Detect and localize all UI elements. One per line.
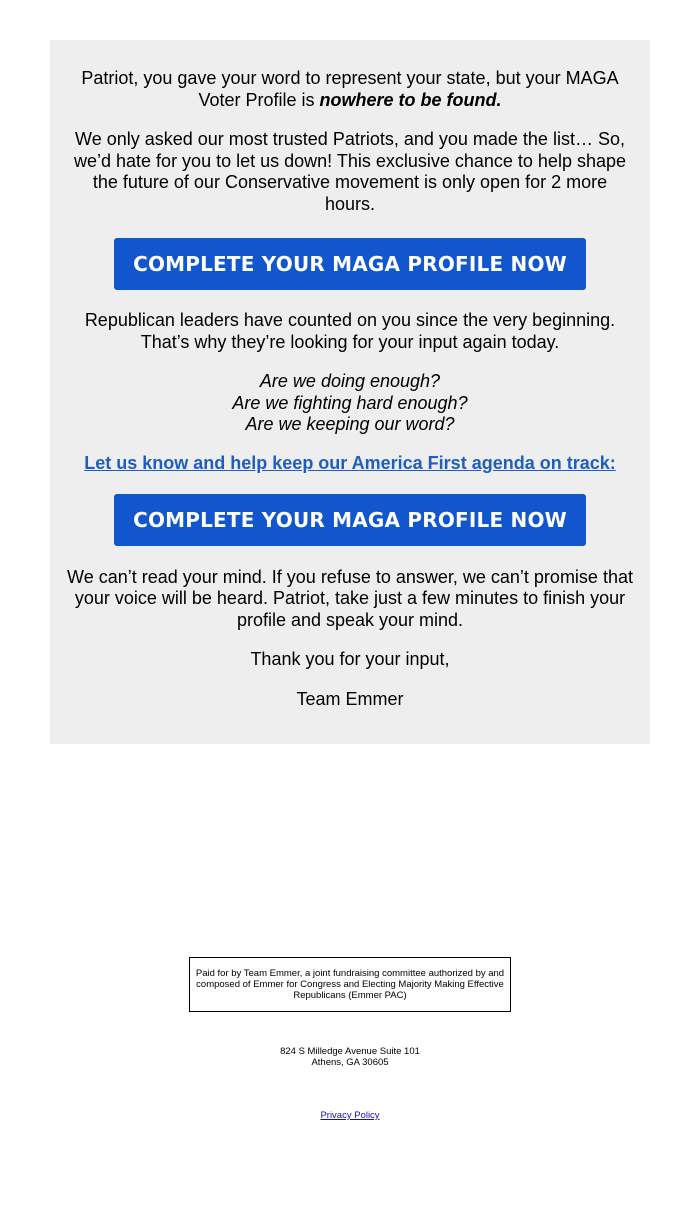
privacy-policy-link[interactable]: Privacy Policy [320,1110,380,1121]
privacy-footer [0,1110,700,1122]
thanks-line: Thank you for your input, [250,649,450,669]
urgency-paragraph: We only asked our most trusted Patriots, and you made the list… So, we’d hate for you to let us down! This exclusive chance to help shape the future of our Conservative movement is only open for 2 more hours. [74,129,626,214]
address-line-1: 824 S Milledge Avenue Suite 101 [280,1046,420,1057]
mailing-address [0,1046,700,1068]
feedback-link[interactable]: Let us know and help keep our America First agenda on track: [84,452,616,473]
paid-for-disclaimer: Paid for by Team Emmer, a joint fundraising committee authorized by and composed of Emmer for Congress and Electing Majority Making Effective Republicans (Emmer PAC) [189,957,511,1012]
email-body-panel [50,40,650,744]
leaders-paragraph: Republican leaders have counted on you since the very beginning. That’s why they’re looking for your input again today. [84,310,616,352]
intro-emphasis: nowhere to be found. [319,89,502,110]
intro-text: Patriot, you gave your word to represent your state, but your MAGA Voter Profile is [81,68,619,110]
question-item: Are we keeping our word? [245,414,455,434]
intro-paragraph [66,68,634,111]
question-item: Are we doing enough? [259,371,441,391]
question-item: Are we fighting hard enough? [232,392,468,413]
questions-list [66,371,634,436]
signature: Team Emmer [296,688,404,709]
closing-paragraph: We can’t read your mind. If you refuse to answer, we can’t promise that your voice will be heard. Patriot, take just a few minutes to finish your profile and speak your mind. [67,566,633,630]
complete-profile-button-secondary[interactable]: COMPLETE YOUR MAGA PROFILE NOW [114,494,586,546]
address-line-2: Athens, GA 30605 [311,1057,389,1068]
complete-profile-button-primary[interactable]: COMPLETE YOUR MAGA PROFILE NOW [114,238,586,290]
